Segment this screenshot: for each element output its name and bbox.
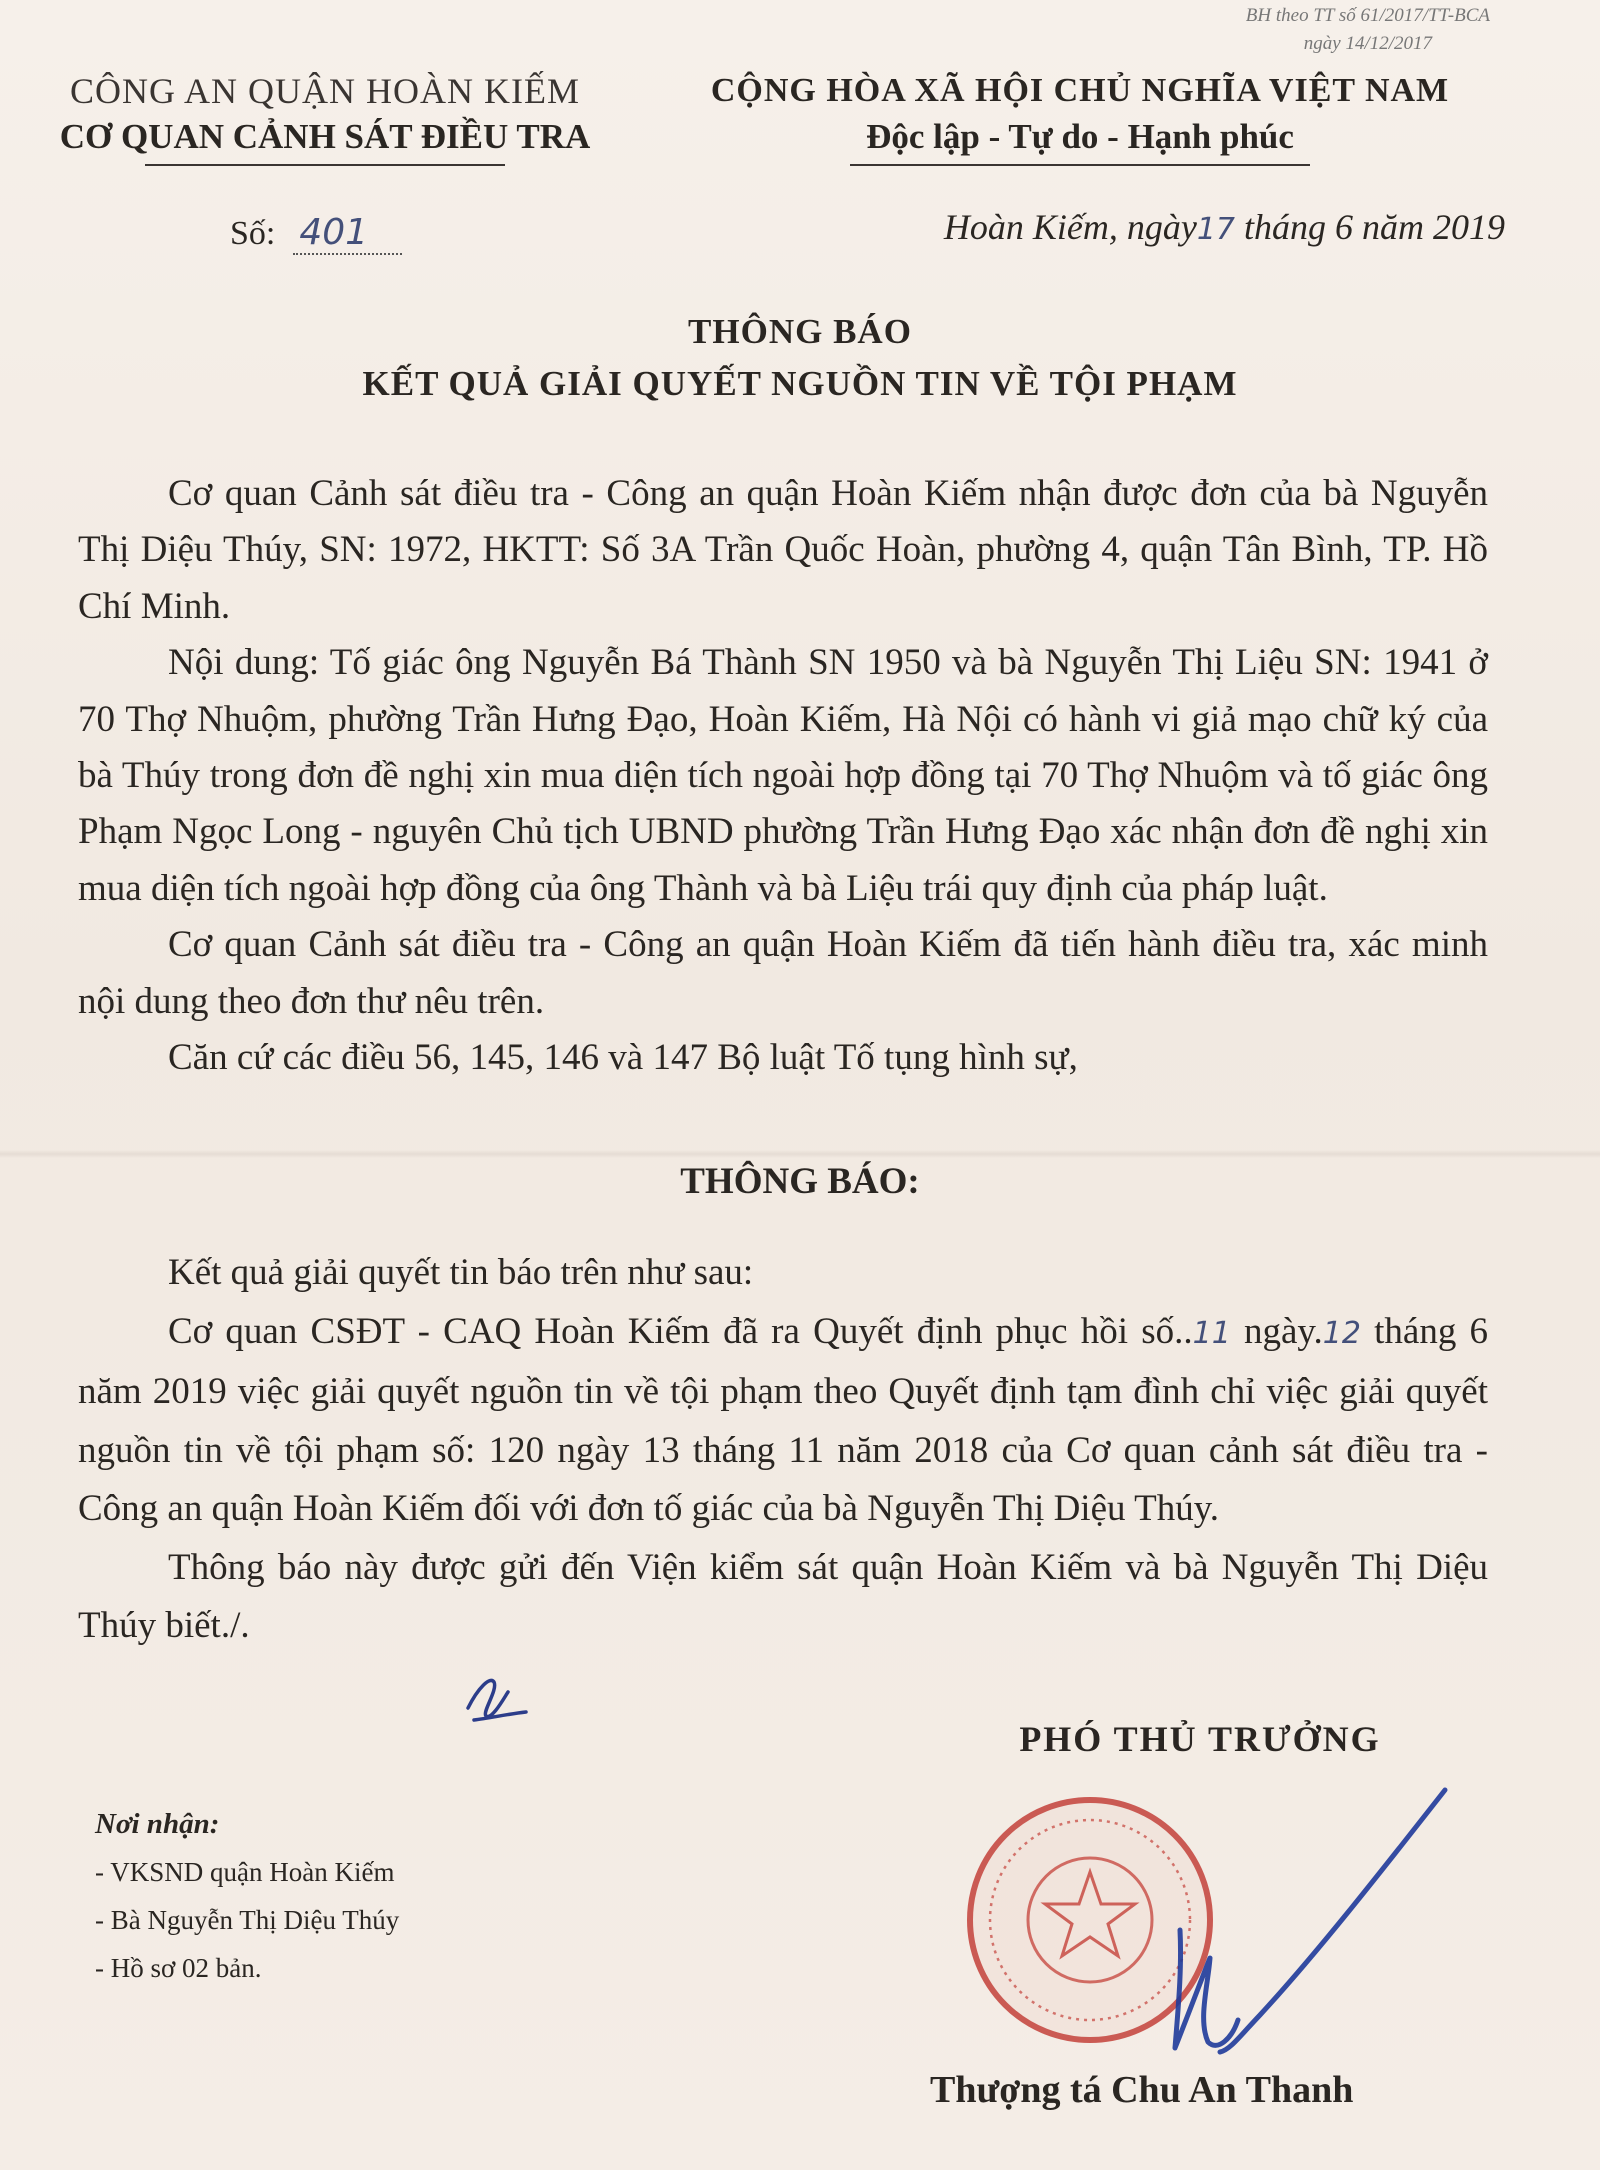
place-date-day: 17	[1196, 212, 1235, 247]
result-p2-b: ngày.	[1230, 1310, 1323, 1352]
result-paragraph-3: Thông báo này được gửi đến Viện kiểm sát quận Hoàn Kiếm và bà Nguyễn Thị Diệu Thúy biết./.	[78, 1546, 1488, 1646]
result-section	[78, 1244, 1488, 1656]
notice-heading: THÔNG BÁO:	[680, 1161, 920, 1202]
restore-decision-number: 11	[1192, 1315, 1231, 1351]
place-date-month: tháng 6 năm 2019	[1244, 207, 1505, 247]
result-paragraph-1: Kết quả giải quyết tin báo trên như sau:	[168, 1252, 754, 1293]
national-motto: Độc lập - Tự do - Hạnh phúc	[866, 117, 1294, 156]
document-title: THÔNG BÁO	[688, 312, 912, 351]
recipient-item: - Hồ sơ 02 bản.	[95, 1953, 262, 1983]
motto-underline	[850, 164, 1310, 166]
document-body	[78, 466, 1488, 1086]
document-number	[230, 212, 402, 253]
signer-title: PHÓ THỦ TRƯỞNG	[1019, 1719, 1381, 1759]
recipient-item: - Bà Nguyễn Thị Diệu Thúy	[95, 1905, 400, 1935]
handwritten-signature	[1120, 1780, 1480, 2080]
document-subtitle: KẾT QUẢ GIẢI QUYẾT NGUỒN TIN VỀ TỘI PHẠM	[362, 364, 1238, 403]
handwritten-initial-mark	[460, 1668, 530, 1728]
document-number-label: Số:	[230, 215, 276, 252]
restore-decision-day: 12	[1322, 1315, 1361, 1351]
place-date	[944, 206, 1505, 248]
form-reference	[1246, 2, 1490, 58]
document-number-value: 401	[293, 212, 402, 255]
place-date-prefix: Hoàn Kiếm, ngày	[943, 207, 1197, 247]
paper-fold	[0, 1150, 1600, 1158]
recipients-block	[95, 1800, 399, 1992]
agency-line2: CƠ QUAN CẢNH SÁT ĐIỀU TRA	[59, 117, 591, 156]
agency-underline	[145, 164, 505, 166]
form-reference-line1: BH theo TT số 61/2017/TT-BCA	[1245, 5, 1490, 26]
national-header	[690, 68, 1470, 166]
form-reference-line2: ngày 14/12/2017	[1303, 33, 1433, 54]
signer-name: Thượng tá Chu An Thanh	[930, 2069, 1354, 2111]
result-p2-a: Cơ quan CSĐT - CAQ Hoàn Kiếm đã ra Quyết định phục hồi số..	[168, 1310, 1193, 1352]
body-paragraph-1: Cơ quan Cảnh sát điều tra - Công an quận Hoàn Kiếm nhận được đơn của bà Nguyễn Thị Diệu Thúy, SN: 1972, HKTT: Số 3A Trần Quốc Hoàn, phường 4, quận Tân Bình, TP. Hồ Chí Minh.	[78, 473, 1488, 627]
body-paragraph-3: Cơ quan Cảnh sát điều tra - Công an quận Hoàn Kiếm đã tiến hành điều tra, xác minh nội dung theo đơn thư nêu trên.	[78, 924, 1488, 1022]
body-paragraph-2: Nội dung: Tố giác ông Nguyễn Bá Thành SN 1950 và bà Nguyễn Thị Liệu SN: 1941 ở 70 Thợ Nhuộm, phường Trần Hưng Đạo, Hoàn Kiếm, Hà Nội có hành vi giả mạo chữ ký của bà Thúy trong đơn đề nghị xin mua diện tích ngoài hợp đồng tại 70 Thợ Nhuộm và tố giác ông Phạm Ngọc Long - nguyên Chủ tịch UBND phường Trần Hưng Đạo xác nhận đơn đề nghị xin mua diện tích ngoài hợp đồng của ông Thành và bà Liệu trái quy định của pháp luật.	[78, 642, 1488, 909]
issuing-agency	[30, 68, 620, 166]
recipient-item: - VKSND quận Hoàn Kiếm	[95, 1857, 395, 1887]
result-p2-c: tháng 6 năm 2019 việc giải quyết nguồn tin về tội phạm theo Quyết định tạm đình chỉ việc giải quyết nguồn tin về tội phạm số: 120 ngày 13 tháng 11 năm 2018 của Cơ quan cảnh sát điều tra - Công an quận Hoàn Kiếm đối với đơn tố giác của bà Nguyễn Thị Diệu Thúy.	[78, 1310, 1488, 1529]
agency-line1: CÔNG AN QUẬN HOÀN KIẾM	[70, 71, 580, 111]
recipients-title: Nơi nhận:	[95, 1808, 220, 1840]
result-paragraph-2	[78, 1303, 1488, 1539]
nation-name: CỘNG HÒA XÃ HỘI CHỦ NGHĨA VIỆT NAM	[710, 72, 1450, 109]
body-paragraph-4: Căn cứ các điều 56, 145, 146 và 147 Bộ luật Tố tụng hình sự,	[168, 1037, 1078, 1079]
